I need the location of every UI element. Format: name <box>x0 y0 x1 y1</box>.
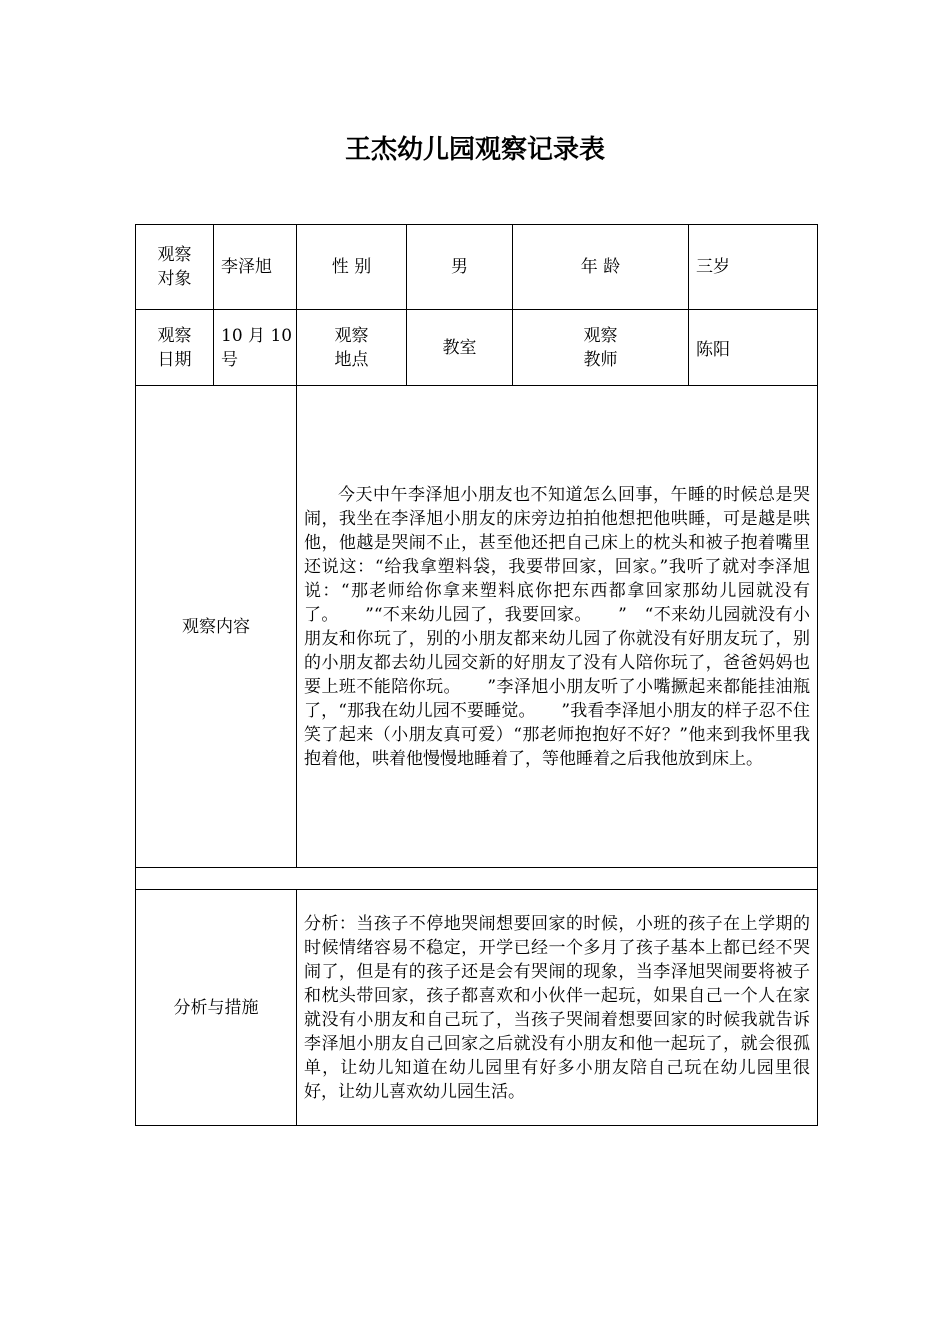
age-value: 三岁 <box>689 225 818 310</box>
subject-value: 李泽旭 <box>214 225 297 310</box>
place-label <box>297 310 407 386</box>
place-label-line2: 地点 <box>334 349 369 370</box>
analysis-text: 分析：当孩子不停地哭闹想要回家的时候，小班的孩子在上学期的时候情绪容易不稳定，开学已经一个多月了孩子基本上都已经不哭闹了，但是有的孩子还是会有哭闹的现象，当李泽旭哭闹要将被子和枕头带回家，孩子都喜欢和小伙伴一起玩，如果自己一个人在家就没有小朋友和自己玩了，当孩子哭闹着想要回家的时候我就告诉李泽旭小朋友自己回家之后就没有小朋友和他一起玩了，就会很孤单，让幼儿知道在幼儿园里有好多小朋友陪自己玩在幼儿园里很好，让幼儿喜欢幼儿园生活。 <box>297 890 818 1126</box>
content-label: 观察内容 <box>136 386 297 868</box>
gender-label: 性 别 <box>297 225 407 310</box>
row-content <box>136 386 818 868</box>
date-value <box>214 310 297 386</box>
subject-label <box>136 225 214 310</box>
row-analysis <box>136 890 818 1126</box>
gender-value: 男 <box>407 225 513 310</box>
teacher-value: 陈阳 <box>689 310 818 386</box>
subject-label-line1: 观察 <box>157 245 192 265</box>
spacer-cell <box>136 868 818 890</box>
content-cell <box>297 386 818 868</box>
subject-label-line2: 对象 <box>157 269 192 289</box>
observation-record-table <box>135 224 818 1126</box>
row-spacer <box>136 868 818 890</box>
teacher-label-line1: 观察 <box>583 325 618 346</box>
place-value: 教室 <box>407 310 513 386</box>
content-text: 今天中午李泽旭小朋友也不知道怎么回事，午睡的时候总是哭闹，我坐在李泽旭小朋友的床旁边拍拍他想把他哄睡，可是越是哄他，他越是哭闹不止，甚至他还把自己床上的枕头和被子抱着嘴里还说这：“给我拿塑料袋，我要带回家，回家。”我听了就对李泽旭说：“那老师给你拿来塑料底你把东西都拿回家那幼儿园就没有了。 ”“不来幼儿园了，我要回家。 ” “不来幼儿园就没有小朋友和你玩了，别的小朋友都来幼儿园了你就没有好朋友玩了，别的小朋友都去幼儿园交新的好朋友了没有人陪你玩了，爸爸妈妈也要上班不能陪你玩。 ”李泽旭小朋友听了小嘴撅起来都能挂油瓶了，“那我在幼儿园不要睡觉。 ”我看李泽旭小朋友的样子忍不住笑了起来（小朋友真可爱）“那老师抱抱好不好？”他来到我怀里我抱着他，哄着他慢慢地睡着了，等他睡着之后我他放到床上。 <box>304 484 810 769</box>
date-label <box>136 310 214 386</box>
place-label-line1: 观察 <box>334 325 369 346</box>
date-value-line1: 10 月 10 <box>221 325 293 346</box>
date-label-line1: 观察 <box>157 325 192 346</box>
teacher-label <box>513 310 689 386</box>
document-title: 王杰幼儿园观察记录表 <box>344 135 605 165</box>
date-label-line2: 日期 <box>157 349 192 370</box>
row-date <box>136 310 818 386</box>
row-subject <box>136 225 818 310</box>
teacher-label-line2: 教师 <box>583 349 618 370</box>
age-label: 年 龄 <box>513 225 689 310</box>
date-value-line2: 号 <box>221 349 238 370</box>
analysis-label: 分析与措施 <box>136 890 297 1126</box>
